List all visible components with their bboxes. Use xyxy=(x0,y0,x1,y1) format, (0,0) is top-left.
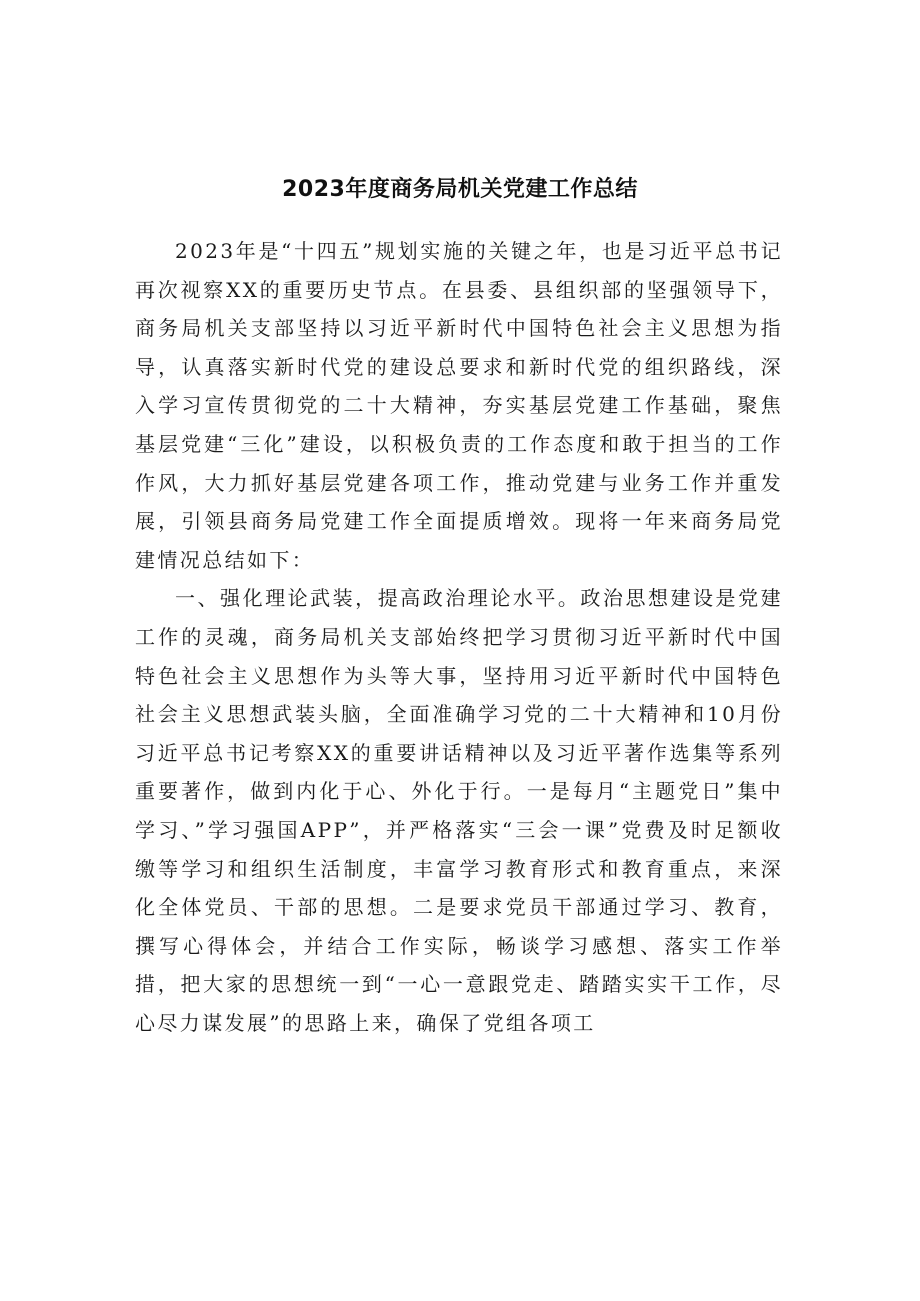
paragraph-section-1: 一、强化理论武装，提高政治理论水平。政治思想建设是党建工作的灵魂，商务局机关支部始终把学习贯彻习近平新时代中国特色社会主义思想作为头等大事，坚持用习近平新时代中国特色社会主义思想武装头脑，全面准确学习党的二十大精神和10月份习近平总书记考察XX的重要讲话精神以及习近平著作选集等系列重要著作，做到内化于心、外化于行。一是每月“主题党日”集中学习、”学习强国APP”，并严格落实“三会一课”党费及时足额收缴等学习和组织生活制度，丰富学习教育形式和教育重点，来深化全体党员、干部的思想。二是要求党员干部通过学习、教育，撰写心得体会，并结合工作实际，畅谈学习感想、落实工作举措，把大家的思想统一到“一心一意跟党走、踏踏实实干工作，尽心尽力谋发展”的思路上来，确保了党组各项工 xyxy=(135,586,783,1035)
document-body xyxy=(135,232,783,1042)
document-title: 2023年度商务局机关党建工作总结 xyxy=(282,177,638,202)
paragraph-intro: 2023年是“十四五”规划实施的关键之年，也是习近平总书记再次视察XX的重要历史节点。在县委、县组织部的坚强领导下，商务局机关支部坚持以习近平新时代中国特色社会主义思想为指导，认真落实新时代党的建设总要求和新时代党的组织路线，深入学习宣传贯彻党的二十大精神，夯实基层党建工作基础，聚焦基层党建“三化”建设，以积极负责的工作态度和敢于担当的工作作风，大力抓好基层党建各项工作，推动党建与业务工作并重发展，引领县商务局党建工作全面提质增效。现将一年来商务局党建情况总结如下： xyxy=(135,239,783,572)
